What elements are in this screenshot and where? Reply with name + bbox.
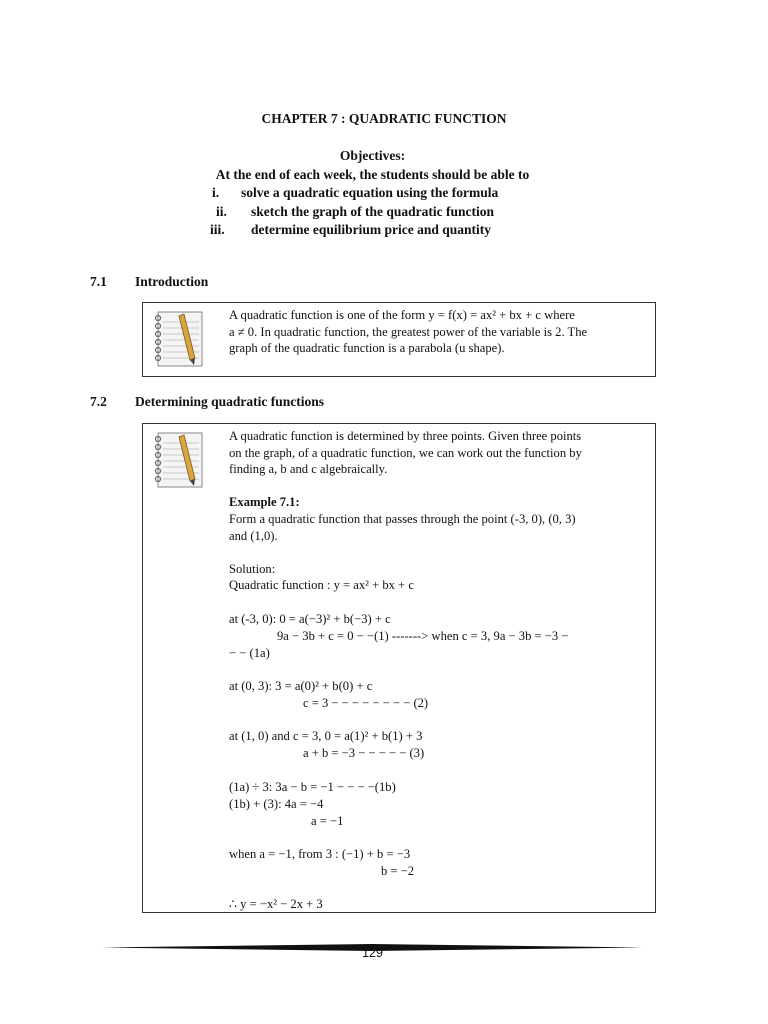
text-line: (1a) ÷ 3: 3a − b = −1 − − − −(1b) bbox=[229, 780, 396, 794]
text-line: a = −1 bbox=[311, 814, 344, 828]
objective-text: determine equilibrium price and quantity bbox=[251, 222, 492, 237]
chapter-title: CHAPTER 7 : QUADRATIC FUNCTION bbox=[261, 111, 507, 126]
text-line: b = −2 bbox=[381, 864, 415, 878]
solution-title: Solution: bbox=[229, 562, 276, 576]
definition-box bbox=[142, 302, 656, 377]
text-line: graph of the quadratic function is a parabola (u shape). bbox=[229, 341, 505, 356]
objectives-block bbox=[0, 147, 745, 240]
text-line: Quadratic function : y = ax² + bx + c bbox=[229, 578, 414, 592]
text-line: − − (1a) bbox=[229, 646, 270, 660]
objective-num: ii. bbox=[216, 203, 227, 219]
text-line: c = 3 − − − − − − − − (2) bbox=[303, 696, 429, 710]
text-line: ∴ y = −x² − 2x + 3 bbox=[229, 897, 323, 911]
objective-text: sketch the graph of the quadratic function bbox=[251, 203, 495, 219]
section-title: Introduction bbox=[135, 274, 209, 289]
objective-item bbox=[0, 184, 745, 203]
footer-rule bbox=[102, 939, 643, 946]
text-line: finding a, b and c algebraically. bbox=[229, 462, 388, 477]
text-line: at (0, 3): 3 = a(0)² + b(0) + c bbox=[229, 679, 373, 693]
text-line: a ≠ 0. In quadratic function, the greatest power of the variable is 2. The bbox=[229, 324, 588, 339]
notebook-pencil-icon bbox=[149, 308, 207, 370]
text-line: when a = −1, from 3 : (−1) + b = −3 bbox=[229, 847, 411, 861]
objectives-intro: At the end of each week, the students should be able to bbox=[215, 166, 530, 182]
example-title: Example 7.1: bbox=[229, 495, 300, 509]
text-line: on the graph, of a quadratic function, we can work out the function by bbox=[229, 445, 582, 460]
text-line: a + b = −3 − − − − − (3) bbox=[303, 746, 425, 760]
example-box bbox=[142, 423, 656, 913]
objective-num: iii. bbox=[210, 222, 225, 237]
text-line: A quadratic function is one of the form y = f(x) = ax² + bx + c where bbox=[229, 308, 575, 322]
notebook-pencil-icon bbox=[149, 429, 207, 491]
objective-item bbox=[0, 203, 745, 222]
objectives-heading: Objectives: bbox=[339, 148, 406, 163]
page-number: 129 bbox=[362, 946, 383, 960]
section-number: 7.2 bbox=[90, 394, 107, 409]
text-line: at (1, 0) and c = 3, 0 = a(1)² + b(1) + 3 bbox=[229, 729, 423, 743]
text-line: A quadratic function is determined by three points. Given three points bbox=[229, 429, 582, 443]
section-number: 7.1 bbox=[90, 274, 107, 289]
text-line: and (1,0). bbox=[229, 528, 278, 543]
section-title: Determining quadratic functions bbox=[135, 394, 324, 409]
text-line: (1b) + (3): 4a = −4 bbox=[229, 797, 324, 811]
objective-text: solve a quadratic equation using the formula bbox=[241, 185, 499, 200]
text-line: 9a − 3b + c = 0 − −(1) -------> when c = 3, 9a − 3b = −3 − bbox=[277, 629, 569, 643]
objective-item bbox=[0, 221, 745, 240]
objective-num: i. bbox=[212, 185, 220, 200]
text-line: Form a quadratic function that passes through the point (-3, 0), (0, 3) bbox=[229, 512, 576, 526]
text-line: at (-3, 0): 0 = a(−3)² + b(−3) + c bbox=[229, 612, 391, 626]
